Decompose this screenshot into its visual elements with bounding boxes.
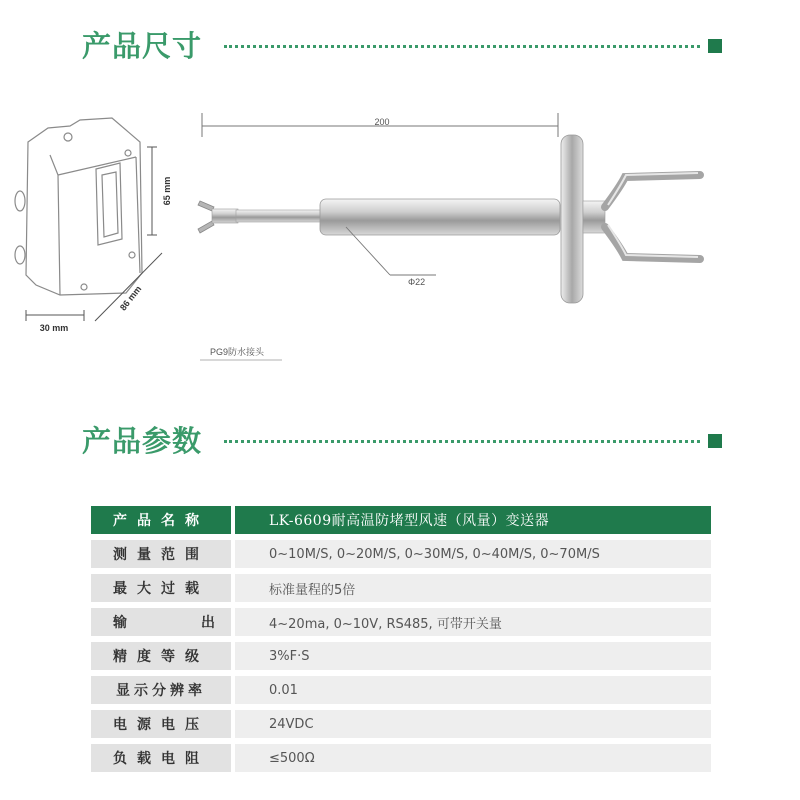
spec-value: 0~10M/S, 0~20M/S, 0~30M/S, 0~40M/S, 0~70M/S — [235, 540, 711, 568]
width-dimension-label: 30 mm — [39, 323, 69, 333]
spec-label-char: 出 — [201, 615, 215, 631]
params-section-title: 产品参数 — [82, 424, 203, 458]
section-end-square — [708, 434, 722, 448]
spec-value: 0.01 — [235, 676, 711, 704]
params-section-header — [82, 421, 722, 461]
spec-label — [91, 608, 235, 636]
spec-label: 最大过载 — [91, 574, 235, 602]
spec-value: 标准量程的5倍 — [235, 574, 711, 602]
spec-value: ≤500Ω — [235, 744, 711, 772]
diameter-label: Φ22 — [408, 277, 426, 287]
connector-label: PG9防水接头 — [210, 347, 265, 357]
dotted-divider — [224, 440, 700, 443]
depth-dimension-label: 86 mm — [117, 283, 144, 313]
spec-value: LK-6609耐高温防堵型风速（风量）变送器 — [235, 506, 711, 534]
spec-table — [91, 500, 711, 778]
enclosure-box-drawing — [15, 118, 142, 295]
spec-label: 电源电压 — [91, 710, 235, 738]
probe-main-tube — [320, 199, 560, 235]
dimensions-section-header — [82, 26, 722, 66]
spec-value: 24VDC — [235, 710, 711, 738]
probe-tip — [198, 201, 238, 233]
spec-label-char: 输 — [113, 615, 127, 631]
spec-row-load — [91, 744, 711, 772]
dimensions-section-title: 产品尺寸 — [82, 29, 203, 63]
spec-row-power — [91, 710, 711, 738]
height-dimension-label: 65 mm — [162, 176, 172, 206]
spec-label: 产品名称 — [91, 506, 235, 534]
spec-label: 显示分辨率 — [91, 676, 235, 704]
depth-dimension — [95, 253, 162, 321]
product-dimension-drawing — [0, 95, 800, 375]
spec-label: 负载电阻 — [91, 744, 235, 772]
length-dimension-label: 200 — [374, 117, 390, 127]
spec-label: 精度等级 — [91, 642, 235, 670]
spec-row-output — [91, 608, 711, 636]
probe-thin-rod — [236, 210, 324, 222]
spec-row-range — [91, 540, 711, 568]
width-dimension — [26, 310, 84, 321]
spec-value: 4~20ma, 0~10V, RS485, 可带开关量 — [235, 608, 711, 636]
spec-value: 3%F·S — [235, 642, 711, 670]
spec-row-resolution — [91, 676, 711, 704]
spec-label: 测量范围 — [91, 540, 235, 568]
spec-label-spread — [91, 612, 231, 632]
height-dimension — [147, 147, 157, 235]
spec-row-overload — [91, 574, 711, 602]
section-end-square — [708, 39, 722, 53]
dotted-divider — [224, 45, 700, 48]
spec-row-accuracy — [91, 642, 711, 670]
spec-row-product-name — [91, 506, 711, 534]
probe-flange — [561, 135, 583, 303]
